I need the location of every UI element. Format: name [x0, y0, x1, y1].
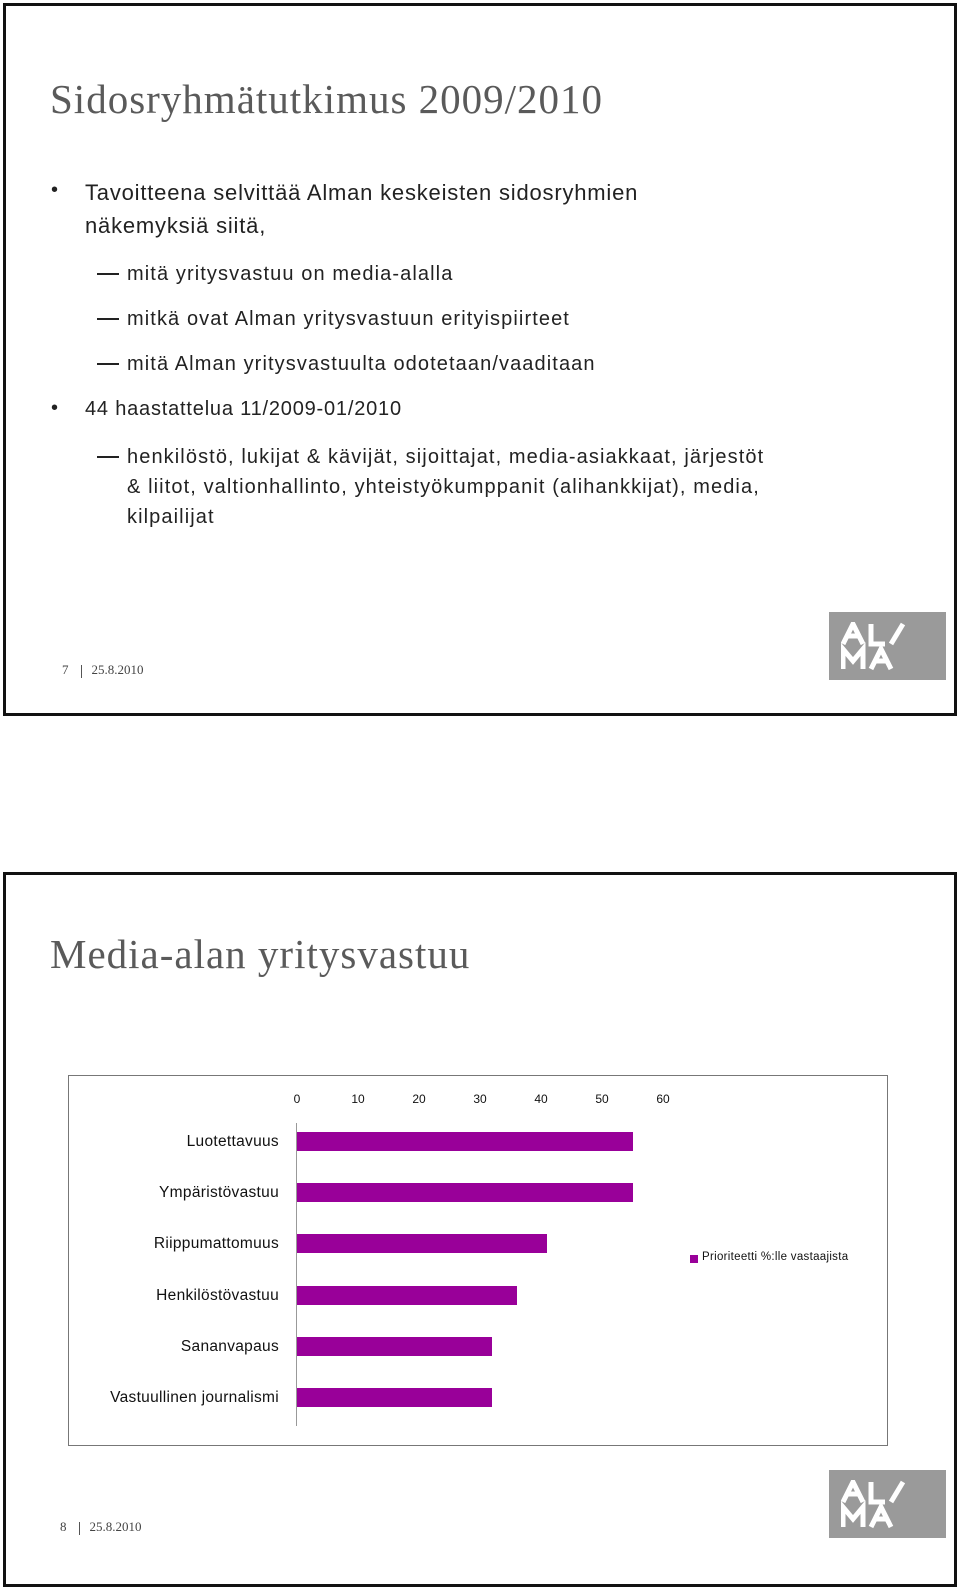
sub-item-4-line3: kilpailijat [127, 506, 215, 528]
category-label: Vastuullinen journalismi [110, 1389, 279, 1406]
slide-7 [3, 3, 957, 716]
slide-title: Sidosryhmätutkimus 2009/2010 [50, 76, 604, 122]
bullet-dot-icon: • [51, 397, 59, 419]
bullet-goal-line2: näkemyksiä siitä, [85, 213, 267, 238]
sub-item-2-text: mitkä ovat Alman yritysvastuun erityispiirteet [127, 308, 570, 330]
x-tick-label: 60 [656, 1092, 670, 1106]
bar [297, 1337, 492, 1356]
alma-logo [829, 612, 946, 680]
alma-logo-icon [841, 622, 933, 672]
bar-chart [68, 1075, 888, 1446]
sub-item-2 [127, 304, 570, 334]
slide-footer [60, 1519, 142, 1535]
legend-label: Prioriteetti %:lle vastaajista [702, 1251, 849, 1263]
alma-logo-icon [841, 1480, 933, 1530]
x-tick-label: 20 [412, 1092, 426, 1106]
x-tick-label: 50 [595, 1092, 609, 1106]
dash-icon [97, 363, 119, 365]
footer-date: 25.8.2010 [91, 662, 144, 677]
alma-logo [829, 1470, 946, 1538]
sub-item-4-line1: henkilöstö, lukijat & kävijät, sijoittajat, media-asiakkaat, järjestöt [127, 446, 765, 468]
bullet-goal-line1: Tavoitteena selvittää Alman keskeisten sidosryhmien [85, 180, 639, 205]
category-label: Luotettavuus [186, 1133, 279, 1150]
page-number: 8 [60, 1519, 67, 1534]
x-tick-label: 10 [351, 1092, 365, 1106]
dash-icon [97, 273, 119, 275]
slide-8 [3, 872, 957, 1587]
legend-swatch [690, 1255, 698, 1263]
category-label: Riippumattomuus [153, 1235, 279, 1253]
bar [297, 1183, 633, 1202]
x-tick-label: 40 [534, 1092, 548, 1106]
category-label: Ympäristövastuu [159, 1184, 279, 1202]
bullet-goal [51, 179, 639, 206]
category-label: Sananvapaus [180, 1337, 279, 1355]
page-number: 7 [62, 662, 69, 677]
bullet-interviews [51, 397, 402, 421]
bar [297, 1234, 547, 1253]
footer-divider [81, 665, 82, 678]
bar [297, 1388, 492, 1407]
footer-divider [79, 1522, 80, 1535]
category-axis-line [296, 1123, 297, 1426]
bullet-dot-icon: • [51, 179, 59, 201]
dash-icon [97, 456, 119, 458]
sub-item-1-text: mitä yritysvastuu on media-alalla [127, 263, 454, 285]
sub-item-4-line2: & liitot, valtionhallinto, yhteistyökumppanit (alihankkijat), media, [127, 476, 760, 498]
sub-item-1 [127, 259, 453, 289]
sub-item-4 [127, 442, 764, 532]
category-label: Henkilöstövastuu [156, 1286, 279, 1304]
bar [297, 1286, 517, 1305]
slide-title: Media-alan yritysvastuu [50, 931, 471, 977]
sub-item-3 [127, 349, 596, 379]
dash-icon [97, 318, 119, 320]
bar [297, 1132, 633, 1151]
sub-item-3-text: mitä Alman yritysvastuulta odotetaan/vaaditaan [127, 353, 596, 375]
x-tick-label: 30 [473, 1092, 487, 1106]
slide-footer [62, 662, 144, 678]
footer-date: 25.8.2010 [89, 1519, 142, 1534]
bullet-interviews-text: 44 haastattelua 11/2009-01/2010 [85, 398, 402, 420]
x-tick-label: 0 [293, 1092, 301, 1106]
